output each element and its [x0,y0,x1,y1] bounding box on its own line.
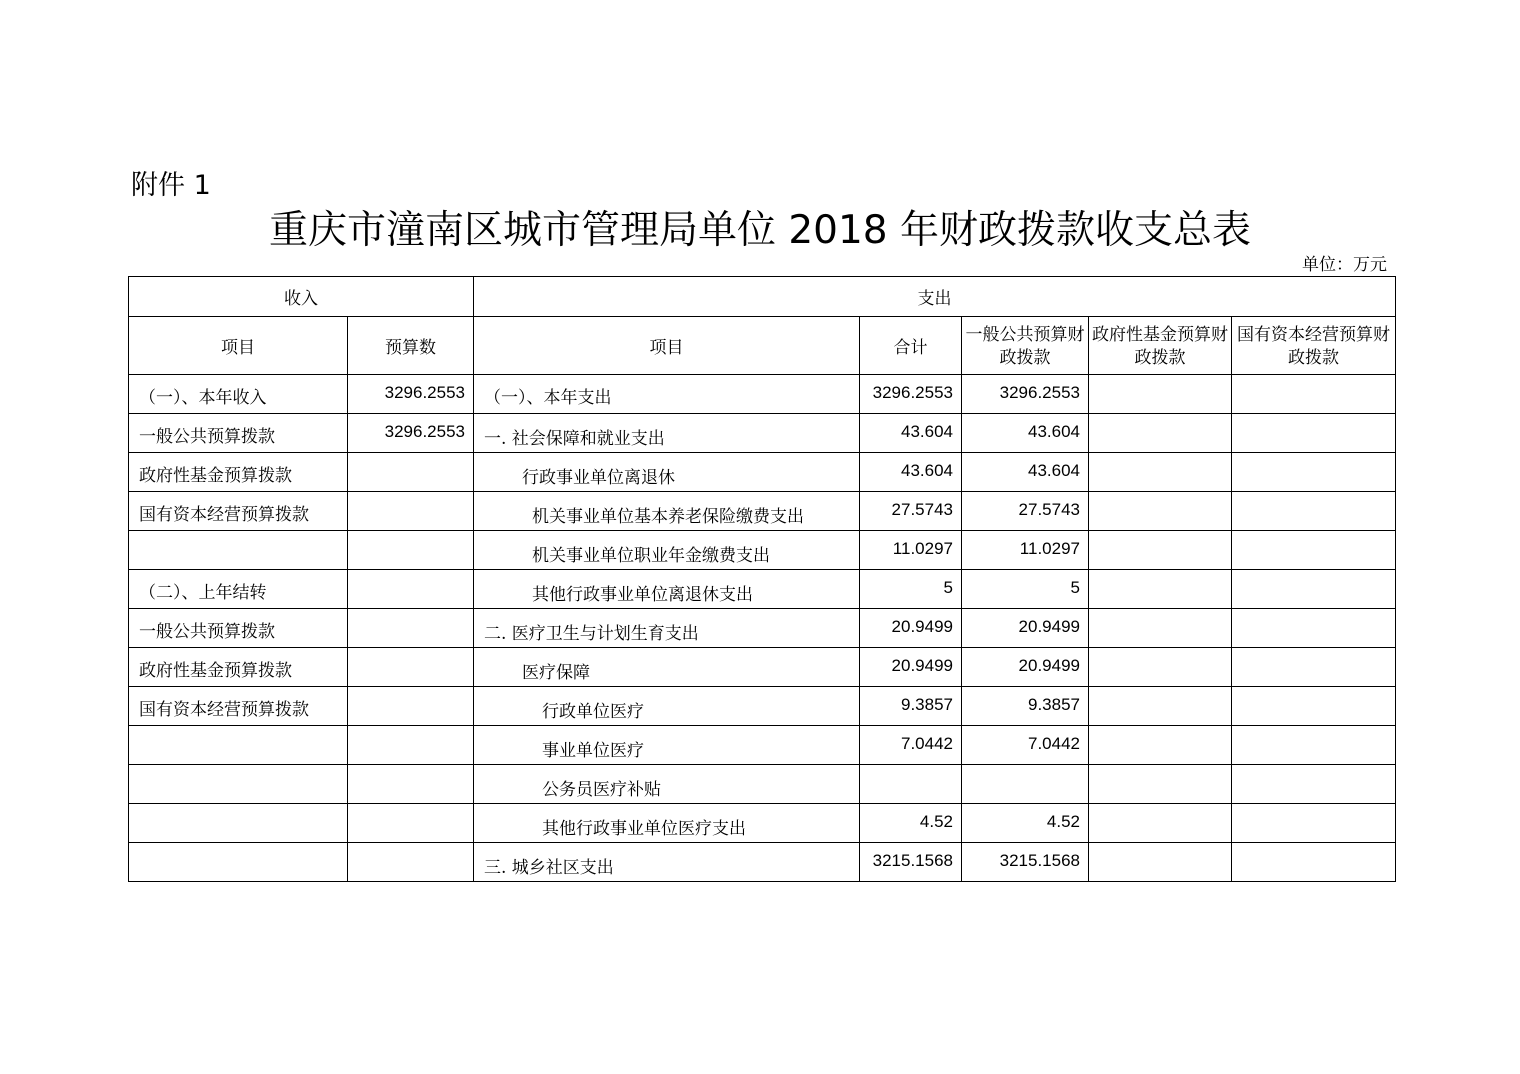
income-item-cell [129,765,348,804]
table-row [129,492,1396,531]
attachment-label: 附件 1 [131,170,211,201]
state-capital-cell [1232,726,1396,765]
expense-item-cell: 事业单位医疗 [474,726,860,765]
general-public-cell: 5 [962,570,1089,609]
general-public-cell: 20.9499 [962,648,1089,687]
gov-fund-cell [1089,648,1232,687]
table-row [129,687,1396,726]
expense-header: 支出 [474,277,1396,317]
income-header: 收入 [129,277,474,317]
total-cell: 20.9499 [860,609,962,648]
state-capital-cell [1232,687,1396,726]
expense-item-cell: 公务员医疗补贴 [474,765,860,804]
table-row [129,375,1396,414]
general-public-cell: 27.5743 [962,492,1089,531]
expense-item-cell: 二. 医疗卫生与计划生育支出 [474,609,860,648]
general-public-cell: 4.52 [962,804,1089,843]
gov-fund-cell [1089,687,1232,726]
column-header-gov-fund: 政府性基金预算财政拨款 [1089,317,1232,375]
expense-item-cell: （一）、本年支出 [474,375,860,414]
income-item-cell: 一般公共预算拨款 [129,414,348,453]
income-item-cell: （二）、上年结转 [129,570,348,609]
page-title: 重庆市潼南区城市管理局单位 2018 年财政拨款收支总表 [268,208,1252,253]
income-item-cell [129,726,348,765]
table-row [129,531,1396,570]
income-budget-cell [348,765,474,804]
table-row [129,843,1396,882]
general-public-cell: 20.9499 [962,609,1089,648]
expense-item-cell: 一. 社会保障和就业支出 [474,414,860,453]
expense-item-cell: 其他行政事业单位医疗支出 [474,804,860,843]
total-cell: 20.9499 [860,648,962,687]
gov-fund-cell [1089,414,1232,453]
column-header-total: 合计 [860,317,962,375]
income-budget-cell [348,726,474,765]
income-item-cell: 政府性基金预算拨款 [129,648,348,687]
column-header-state-capital: 国有资本经营预算财政拨款 [1232,317,1396,375]
expense-item-cell: 三. 城乡社区支出 [474,843,860,882]
expense-item-cell: 医疗保障 [474,648,860,687]
state-capital-cell [1232,492,1396,531]
income-item-cell: 政府性基金预算拨款 [129,453,348,492]
table-row [129,726,1396,765]
column-header-expense-item: 项目 [474,317,860,375]
total-cell: 11.0297 [860,531,962,570]
unit-label: 单位：万元 [1302,255,1387,275]
total-cell: 9.3857 [860,687,962,726]
total-cell: 43.604 [860,453,962,492]
income-budget-cell [348,843,474,882]
gov-fund-cell [1089,375,1232,414]
table-row [129,453,1396,492]
income-budget-cell [348,570,474,609]
state-capital-cell [1232,648,1396,687]
general-public-cell: 7.0442 [962,726,1089,765]
total-cell: 3296.2553 [860,375,962,414]
state-capital-cell [1232,570,1396,609]
total-cell [860,765,962,804]
state-capital-cell [1232,804,1396,843]
general-public-cell: 9.3857 [962,687,1089,726]
income-item-cell: （一）、本年收入 [129,375,348,414]
state-capital-cell [1232,843,1396,882]
general-public-cell: 3215.1568 [962,843,1089,882]
income-budget-cell: 3296.2553 [348,414,474,453]
total-cell: 3215.1568 [860,843,962,882]
table-row [129,765,1396,804]
gov-fund-cell [1089,492,1232,531]
general-public-cell [962,765,1089,804]
column-header-income-budget: 预算数 [348,317,474,375]
table-row [129,609,1396,648]
income-budget-cell [348,453,474,492]
gov-fund-cell [1089,609,1232,648]
total-cell: 43.604 [860,414,962,453]
state-capital-cell [1232,531,1396,570]
income-budget-cell [348,648,474,687]
gov-fund-cell [1089,804,1232,843]
expense-item-cell: 机关事业单位职业年金缴费支出 [474,531,860,570]
gov-fund-cell [1089,453,1232,492]
total-cell: 4.52 [860,804,962,843]
budget-table [128,276,1396,882]
income-budget-cell [348,609,474,648]
general-public-cell: 3296.2553 [962,375,1089,414]
expense-item-cell: 行政单位医疗 [474,687,860,726]
income-budget-cell [348,687,474,726]
total-cell: 7.0442 [860,726,962,765]
income-budget-cell [348,804,474,843]
income-budget-cell [348,531,474,570]
income-item-cell: 国有资本经营预算拨款 [129,492,348,531]
gov-fund-cell [1089,531,1232,570]
state-capital-cell [1232,375,1396,414]
table-row [129,414,1396,453]
expense-item-cell: 其他行政事业单位离退休支出 [474,570,860,609]
expense-item-cell: 机关事业单位基本养老保险缴费支出 [474,492,860,531]
expense-item-cell: 行政事业单位离退休 [474,453,860,492]
state-capital-cell [1232,765,1396,804]
state-capital-cell [1232,609,1396,648]
table-row [129,804,1396,843]
table-row [129,570,1396,609]
income-budget-cell: 3296.2553 [348,375,474,414]
gov-fund-cell [1089,726,1232,765]
total-cell: 27.5743 [860,492,962,531]
state-capital-cell [1232,453,1396,492]
general-public-cell: 43.604 [962,414,1089,453]
income-budget-cell [348,492,474,531]
income-item-cell: 国有资本经营预算拨款 [129,687,348,726]
gov-fund-cell [1089,843,1232,882]
income-item-cell [129,804,348,843]
income-item-cell [129,843,348,882]
table-row [129,648,1396,687]
column-header-general-public: 一般公共预算财政拨款 [962,317,1089,375]
income-item-cell [129,531,348,570]
income-item-cell: 一般公共预算拨款 [129,609,348,648]
general-public-cell: 11.0297 [962,531,1089,570]
state-capital-cell [1232,414,1396,453]
total-cell: 5 [860,570,962,609]
gov-fund-cell [1089,765,1232,804]
general-public-cell: 43.604 [962,453,1089,492]
gov-fund-cell [1089,570,1232,609]
column-header-income-item: 项目 [129,317,348,375]
